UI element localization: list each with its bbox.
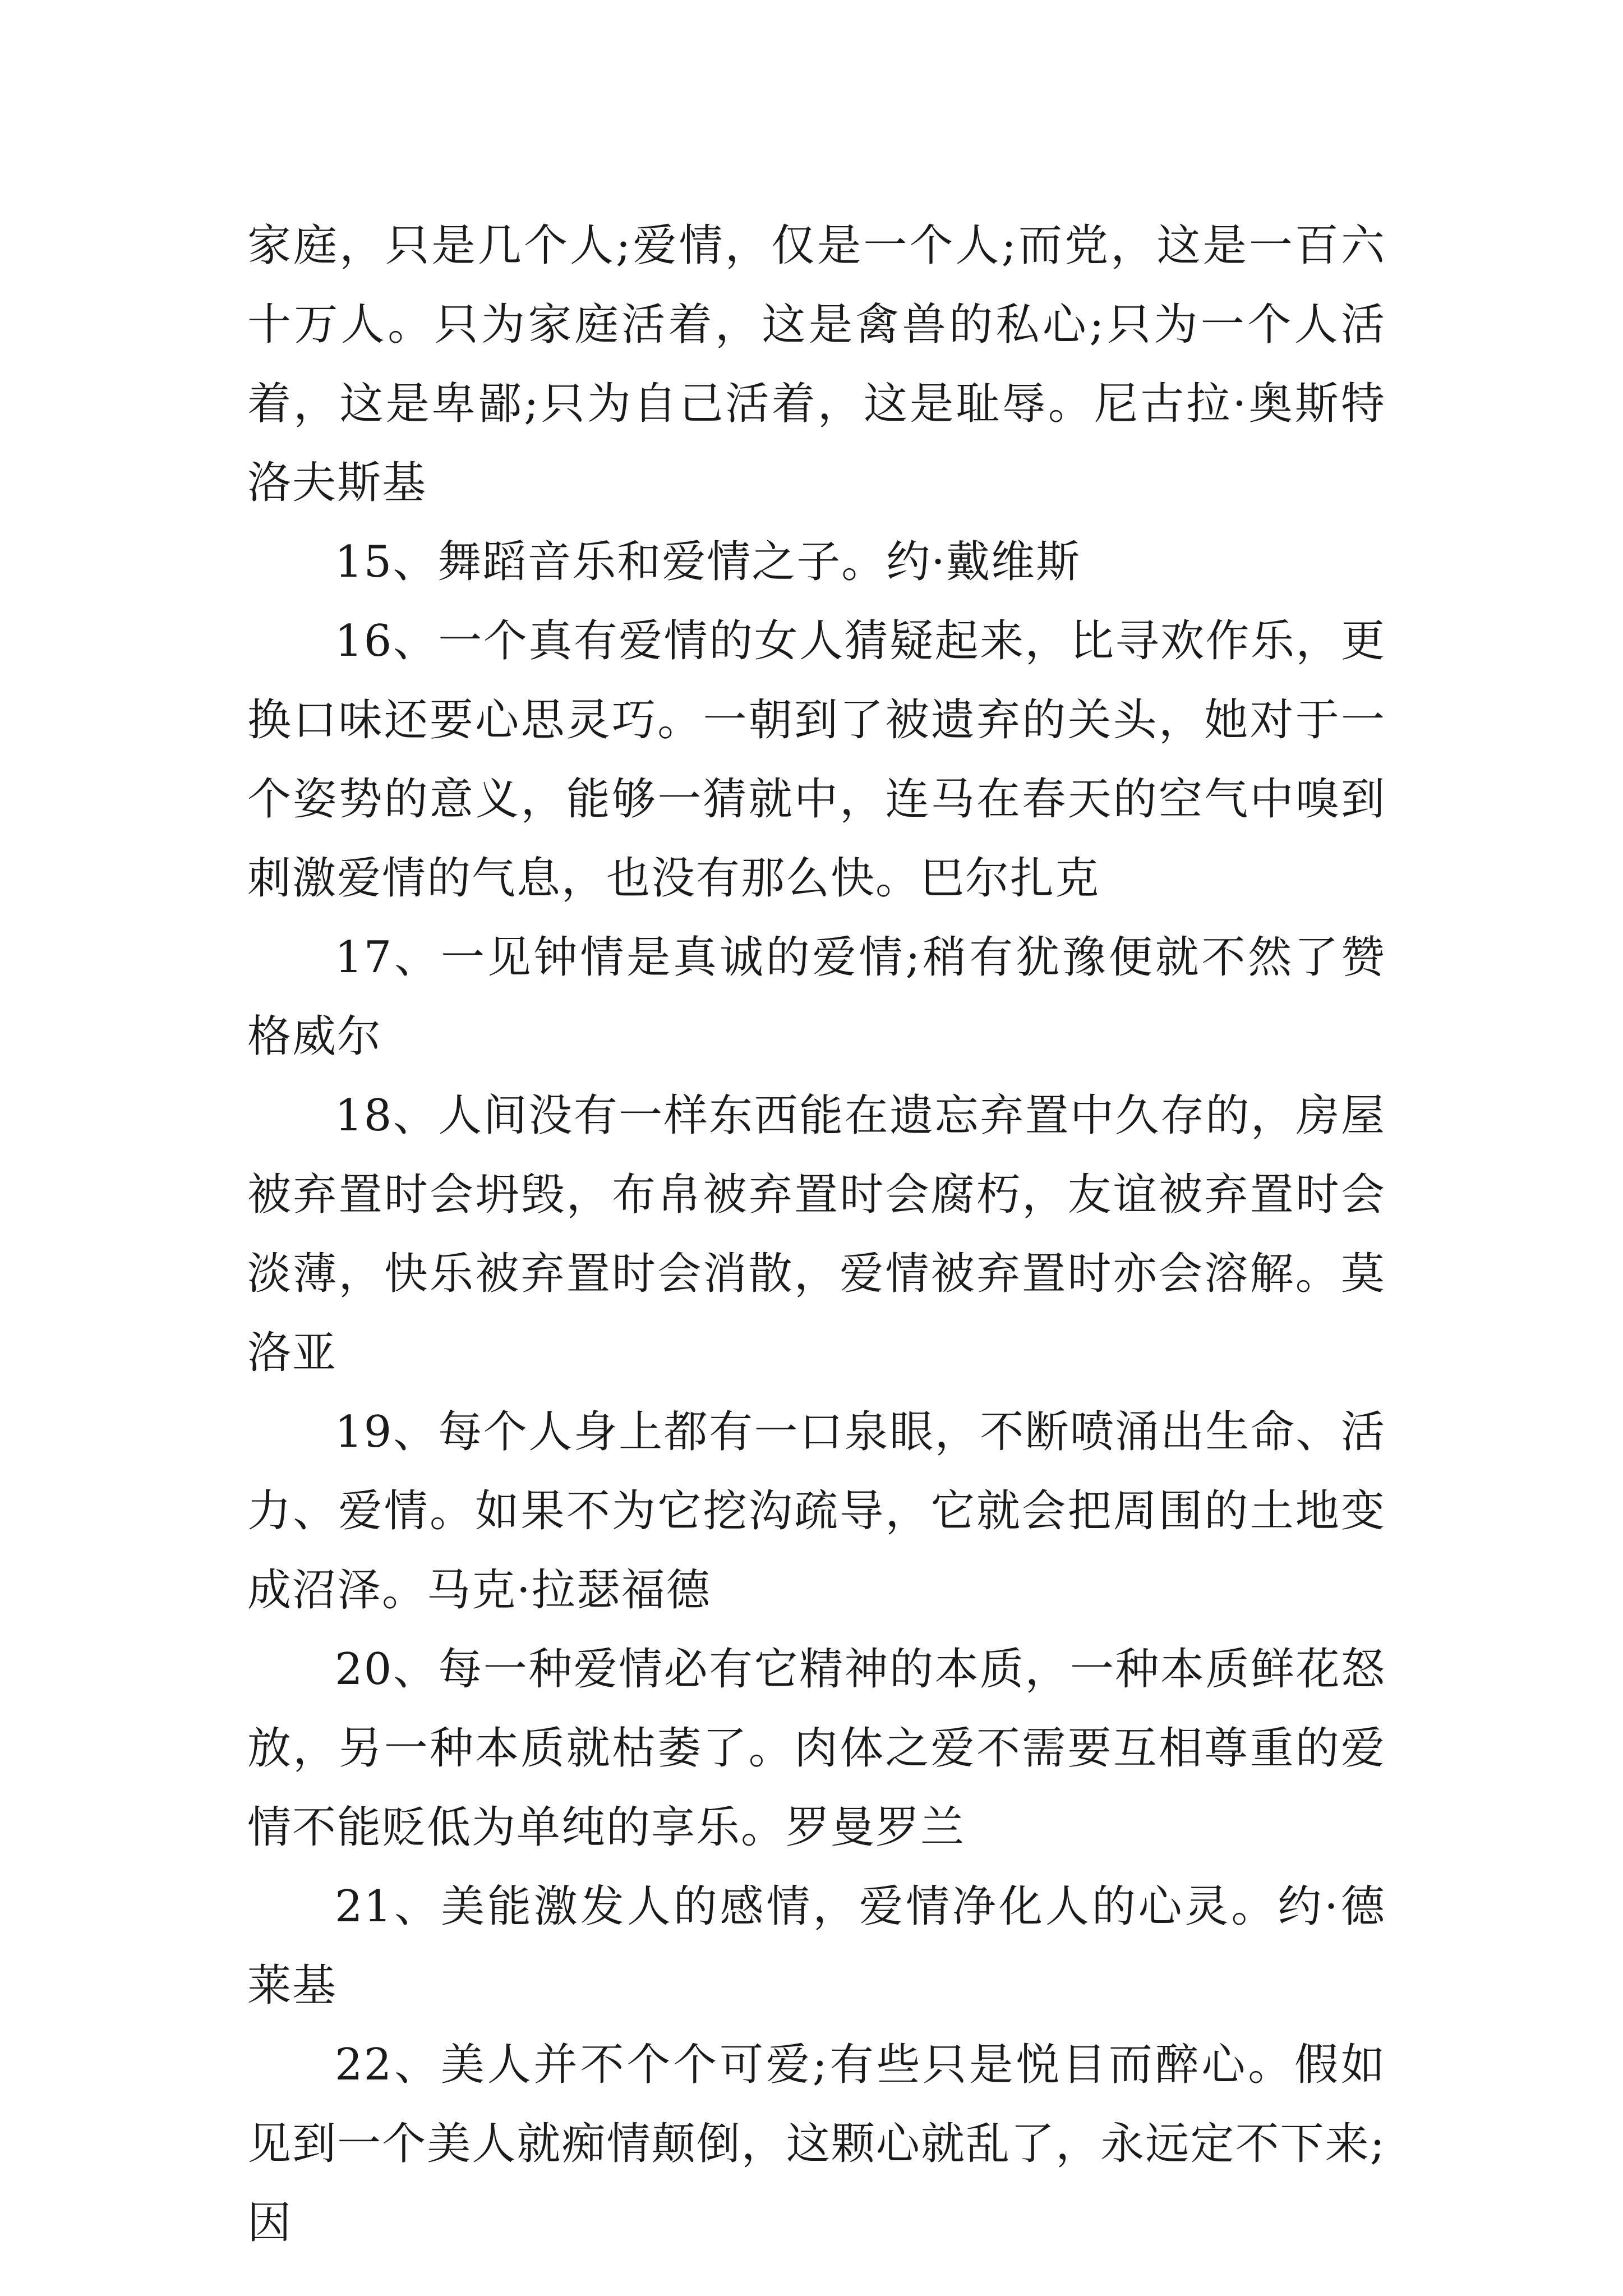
paragraph-quote-21: 21、美能激发人的感情，爱情净化人的心灵。约·德莱基 [247,1881,1386,2011]
paragraph-quote-20: 20、每一种爱情必有它精神的本质，一种本质鲜花怒放，另一种本质就枯萎了。肉体之爱不需要互相尊重的爱情不能贬低为单纯的享乐。罗曼罗兰 [247,1644,1386,1853]
paragraph-quote-19: 19、每个人身上都有一口泉眼，不断喷涌出生命、活力、爱情。如果不为它挖沟疏导，它就会把周围的土地变成沼泽。马克·拉瑟福德 [247,1407,1386,1616]
paragraph-quote-18: 18、人间没有一样东西能在遗忘弃置中久存的，房屋被弃置时会坍毁，布帛被弃置时会腐朽，友谊被弃置时会淡薄，快乐被弃置时会消散，爱情被弃置时亦会溶解。莫洛亚 [247,1091,1386,1378]
paragraph-quote-16: 16、一个真有爱情的女人猜疑起来，比寻欢作乐，更换口味还要心思灵巧。一朝到了被遗弃的关头，她对于一个姿势的意义，能够一猜就中，连马在春天的空气中嗅到刺激爱情的气息，也没有那么快。巴尔扎克 [247,616,1386,904]
paragraph-quote-15: 15、舞蹈音乐和爱情之子。约·戴维斯 [335,537,1081,587]
paragraph-quote-17: 17、一见钟情是真诚的爱情;稍有犹豫便就不然了赞格威尔 [247,932,1386,1062]
paragraph-quote-22: 22、美人并不个个可爱;有些只是悦目而醉心。假如见到一个美人就痴情颠倒，这颗心就乱了，永远定不下来;因 [247,2040,1386,2248]
document-body [247,206,1386,2263]
paragraph-continued: 家庭，只是几个人;爱情，仅是一个人;而党，这是一百六十万人。只为家庭活着，这是禽兽的私心;只为一个人活着，这是卑鄙;只为自己活着，这是耻辱。尼古拉·奥斯特洛夫斯基 [247,220,1386,508]
